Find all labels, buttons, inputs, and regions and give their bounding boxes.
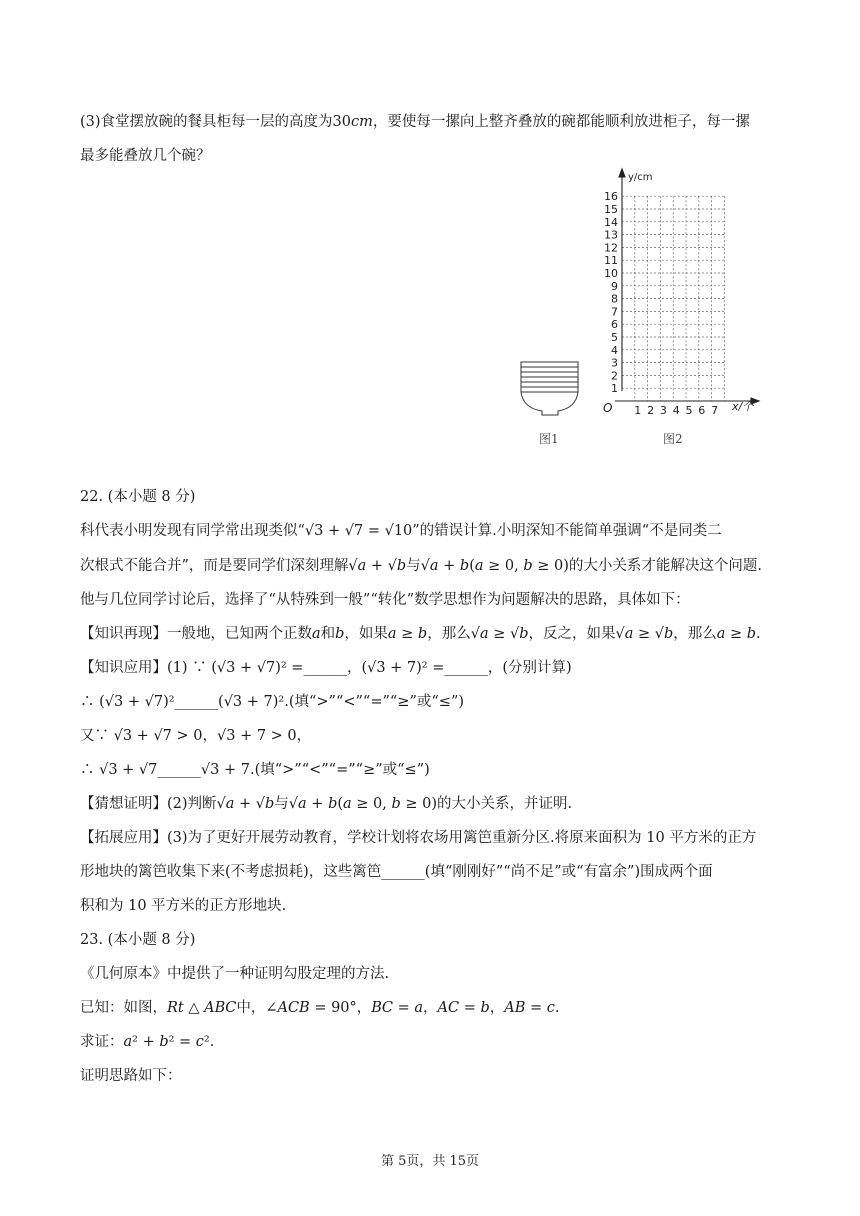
x-tick-label: 1 [634, 404, 642, 417]
x-tick-label: 7 [711, 404, 719, 417]
y-tick-label: 4 [611, 343, 618, 357]
q23-given: 已知：如图，𝑅𝑡 △ 𝐴𝐵𝐶中，∠𝐴𝐶𝐵 = 90°，𝐵𝐶 = 𝑎，𝐴𝐶 = 𝑏，𝐴𝐵 = 𝑐. [80, 1000, 560, 1016]
figure2-caption: 图2 [663, 432, 683, 446]
y-tick-label: 5 [611, 331, 618, 344]
q22-extension-line1: 【拓展应用】(3)为了更好开展劳动教育，学校计划将农场用篱笆重新分区.将原来面积为 10 平方米的正方 [80, 830, 757, 846]
q22-positive-condition: 又∵ √3 + √7 > 0，√3 + 7 > 0， [80, 728, 312, 744]
q22-compare-roots: ∴ √3 + √7______√3 + 7.(填“>”“<”“=”“≥”或“≤”) [80, 762, 430, 778]
x-tick-label: 2 [647, 404, 655, 417]
y-tick-label: 12 [604, 241, 618, 255]
q22-knowledge-review: 【知识再现】一般地，已知两个正数𝑎和𝑏，如果𝑎 ≥ 𝑏，那么√𝑎 ≥ √𝑏，反之，如果√𝑎 ≥ √𝑏，那么𝑎 ≥ 𝑏. [80, 626, 761, 642]
y-tick-label: 14 [604, 215, 618, 229]
q23-proof-idea: 证明思路如下： [80, 1068, 182, 1084]
q22-compare-squares: ∴ (√3 + √7)²______(√3 + 7)².(填“>”“<”“=”“≥”或“≤”) [80, 694, 465, 710]
page-footer: 第 5页，共 15页 [380, 1154, 480, 1169]
y-tick-label: 7 [611, 305, 618, 319]
y-tick-label: 3 [611, 356, 618, 370]
q22-extension-line2: 形地块的篱笆收集下来(不考虑损耗)，这些篱笆______(填“刚刚好”“尚不足”或“有富余”)围成两个面 [80, 864, 713, 880]
figure1-caption: 图1 [539, 432, 559, 446]
y-tick-label: 10 [604, 267, 618, 280]
q23-to-prove: 求证：𝑎² + 𝑏² = 𝑐². [80, 1034, 215, 1050]
y-tick-label: 9 [611, 279, 618, 293]
x-tick-label: 5 [685, 404, 693, 417]
y-tick-label: 1 [611, 382, 618, 396]
q22-conjecture-proof: 【猜想证明】(2)判断√𝑎 + √𝑏与√𝑎 + 𝑏(𝑎 ≥ 0, 𝑏 ≥ 0)的大小关系，并证明. [80, 796, 573, 812]
q21-part3-line1: (3)食堂摆放碗的餐具柜每一层的高度为30𝑐𝑚，要使每一摞向上整齐叠放的碗都能顺利放进柜子，每一摞 [80, 114, 750, 130]
q22-para-1: 科代表小明发现有同学常出现类似“√3 + √7 = √10”的错误计算.小明深知不能简单强调“不是同类二 [80, 523, 722, 539]
q22-para-2: 次根式不能合并”，而是要同学们深刻理解√𝑎 + √𝑏与√𝑎 + 𝑏(𝑎 ≥ 0, 𝑏 ≥ 0)的大小关系才能解决这个问题. [80, 558, 762, 574]
q21-part3-line2: 最多能叠放几个碗？ [80, 148, 211, 164]
q22-knowledge-application: 【知识应用】(1) ∵ (√3 + √7)² =______，(√3 + 7)² =______，(分别计算) [80, 660, 572, 676]
y-tick-label: 8 [611, 292, 618, 306]
q22-header: 22. (本小题 8 分) [80, 489, 196, 505]
x-tick-label: 6 [698, 404, 706, 417]
bowl-stack-figure [515, 355, 585, 420]
q23-header: 23. (本小题 8 分) [80, 932, 196, 948]
y-tick-label: 16 [604, 190, 618, 204]
y-tick-label: 11 [604, 254, 618, 268]
y-tick-label: 15 [604, 203, 618, 216]
coordinate-grid-figure [595, 165, 770, 420]
x-tick-label: 4 [672, 404, 680, 417]
x-axis-label: x/个 [732, 400, 754, 413]
y-tick-label: 6 [611, 318, 618, 332]
q23-para-1: 《几何原本》中提供了一种证明勾股定理的方法. [80, 966, 390, 982]
origin-label: O [603, 401, 613, 415]
x-tick-label: 3 [659, 404, 667, 417]
y-tick-label: 2 [611, 369, 618, 383]
q22-para-3: 他与几位同学讨论后，选择了“从特殊到一般”“转化”数学思想作为问题解决的思路，具体如下： [80, 592, 690, 608]
y-tick-label: 13 [604, 228, 618, 242]
q22-extension-line3: 积和为 10 平方米的正方形地块. [80, 898, 287, 914]
y-axis-label: y/cm [628, 172, 653, 183]
